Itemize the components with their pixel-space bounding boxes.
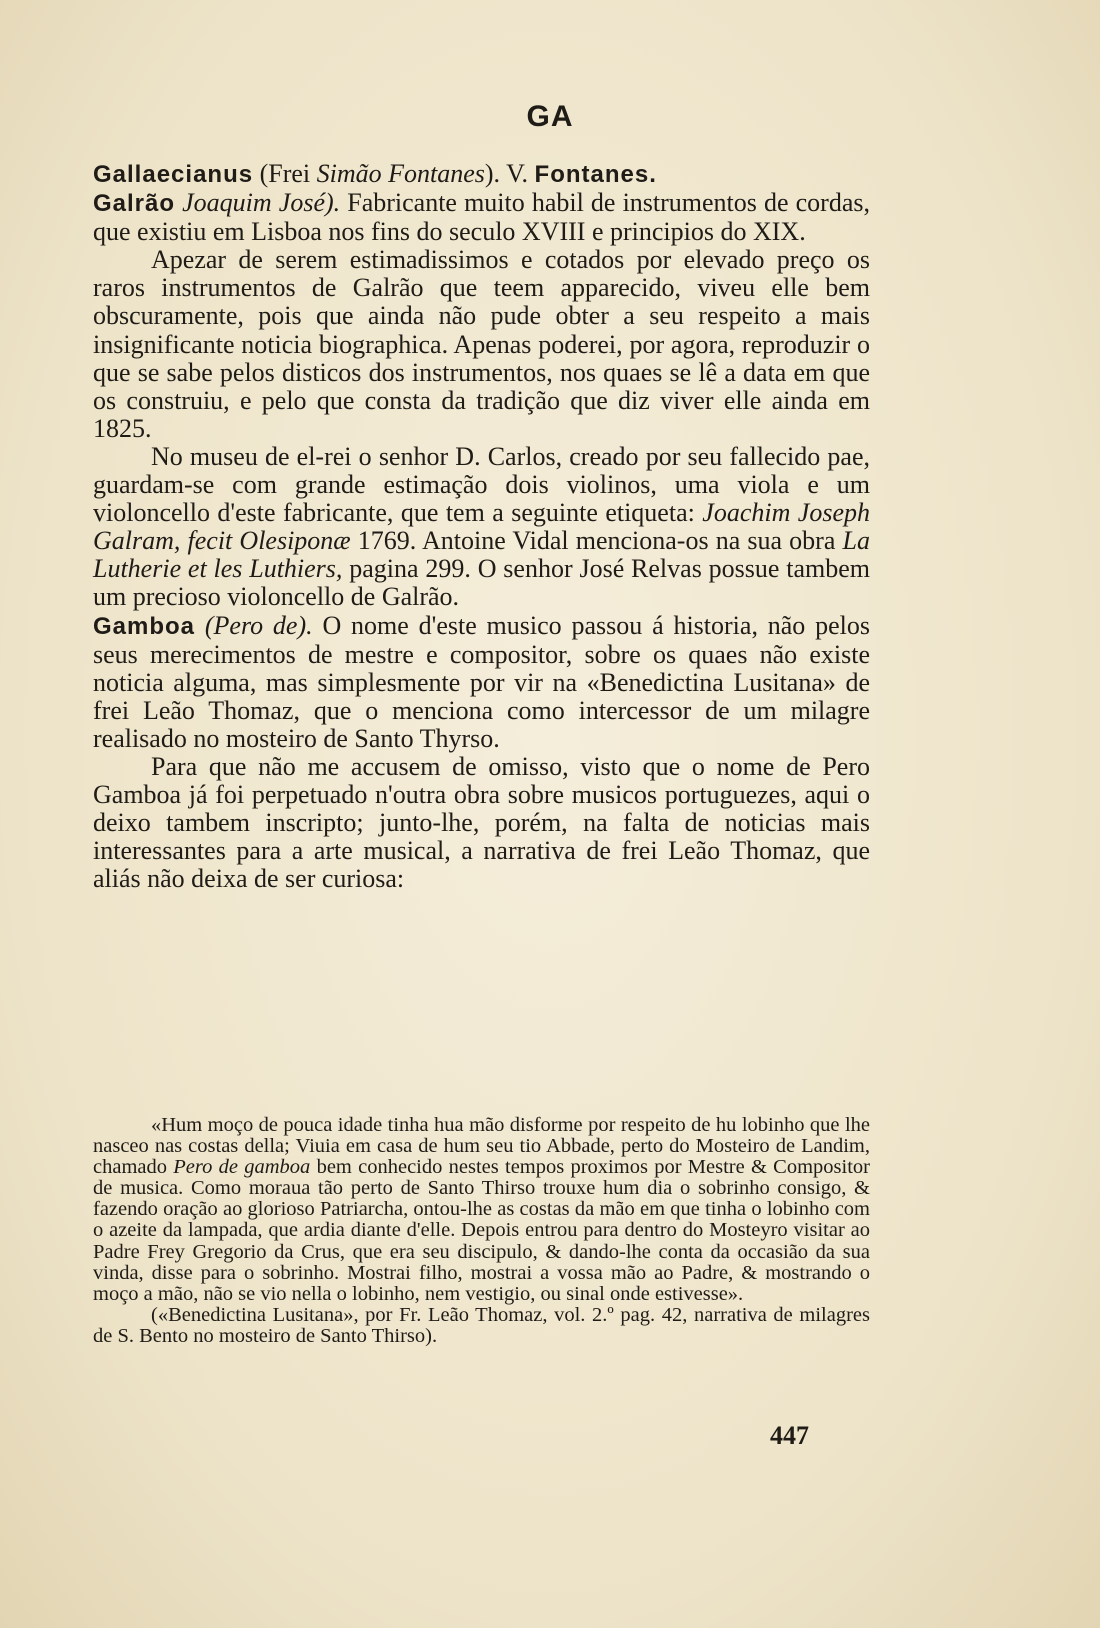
quotation-text: [93, 1115, 870, 1305]
text-run: 1769. Antoine Vidal menciona-os na sua obra: [350, 526, 843, 556]
paragraph: [93, 443, 870, 612]
quotation-block: [93, 1115, 870, 1347]
entry-gallaecianus: [93, 160, 870, 189]
main-text: [93, 160, 870, 893]
text-run: No museu de el-rei o senhor D. Carlos, creado por seu fallecido pae, guardam-se com grande estimação dois violinos, uma viola e um violoncello d'este fabricante, que tem a seguinte etiqueta:: [93, 441, 870, 528]
entry-text: O nome d'este musico passou á historia, não pelos seus merecimentos de mestre e compositor, sobre os quaes não existe noticia alguma, mas simplesmente por vir na «Benedictina Lusitana» de frei Leão Thomaz, que o menciona como intercessor de um milagre realisado no mosteiro de Santo Thyrso.: [93, 610, 871, 753]
entry-headword: Gallaecianus: [93, 161, 254, 188]
entry-detail: (Frei Simão Fontanes).: [259, 159, 501, 188]
entry-tail: V.: [500, 159, 535, 188]
entry-headword: Gamboa: [93, 612, 196, 640]
page-header: GA: [526, 100, 574, 133]
text-run: bem conhecido nestes tempos proximos por Mestre & Compositor de musica. Como moraua tão perto de Santo Thirso trouxe hum dia o sobrinho consigo, & fazendo oração ao glorioso Patriarcha, ontou-lhe as costas da mão em que tinha o lobinho com o azeite da lampada, que ardia diante d'elle. Depois entrou para dentro do Mosteyro visitar ao Padre Frey Gregorio da Crus, que era seu discipulo, & dando-lhe conta da occasião da sua vinda, disse para o sobrinho. Mostrai filho, mostrai a vossa mão ao Padre, & mostrando o moço a mão, não se vio nella o lobinho, nem vestigio, ou sinal onde estivesse».: [93, 1156, 870, 1305]
entry-gamboa: [93, 612, 870, 753]
paragraph: Apezar de serem estimadissimos e cotados por elevado preço os raros instrumentos de Galrão que teem apparecido, viveu elle bem obscuramente, pois que ainda não pude obter a seu respeito a mais insignificante noticia biographica. Apenas poderei, por agora, reproduzir o que se sabe pelos disticos dos instrumentos, nos quaes se lê a data em que os construiu, e pelo que consta da tradição que diz viver elle ainda em 1825.: [93, 245, 870, 443]
entry-text: Fabricante muito habil de instrumentos de cordas, que existiu em Lisboa nos fins do seculo XVIII e principios do XIX.: [93, 188, 870, 247]
name-italic: Pero de gamboa: [173, 1156, 311, 1179]
text-run: «Hum moço de pouca idade tinha hua mão disforme por respeito de hu lobinho que lhe nasceo nas costas della; Viuia em casa de hum seu tio Abbade, perto do Mosteiro de Landim, chamado: [93, 1114, 870, 1179]
entry-detail: (Pero de).: [204, 610, 313, 640]
entry-cross-reference: Fontanes.: [534, 161, 657, 188]
entry-detail: Joaquim José).: [182, 188, 341, 218]
citation: («Benedictina Lusitana», por Fr. Leão Thomaz, vol. 2.º pag. 42, narrativa de milagres de S. Bento no mosteiro de Santo Thirso).: [93, 1303, 870, 1347]
label-italic: Joachim Joseph Galram, fecit Olesiponæ: [93, 498, 871, 556]
entry-galrao: [93, 189, 870, 246]
book-title: La Lutherie et les Luthiers,: [93, 526, 870, 584]
page-number: 447: [770, 1421, 809, 1450]
text-run: pagina 299. O senhor José Relvas possue tambem um precioso violoncello de Galrão.: [93, 554, 870, 612]
entry-headword: Galrão: [93, 190, 176, 218]
paragraph: Para que não me accusem de omisso, visto que o nome de Pero Gamboa já foi perpetuado n'outra obra sobre musicos portuguezes, aqui o deixo tambem inscripto; junto-lhe, porém, na falta de noticias mais interessantes para a arte musical, a narrativa de frei Leão Thomaz, que aliás não deixa de ser curiosa:: [93, 751, 870, 894]
